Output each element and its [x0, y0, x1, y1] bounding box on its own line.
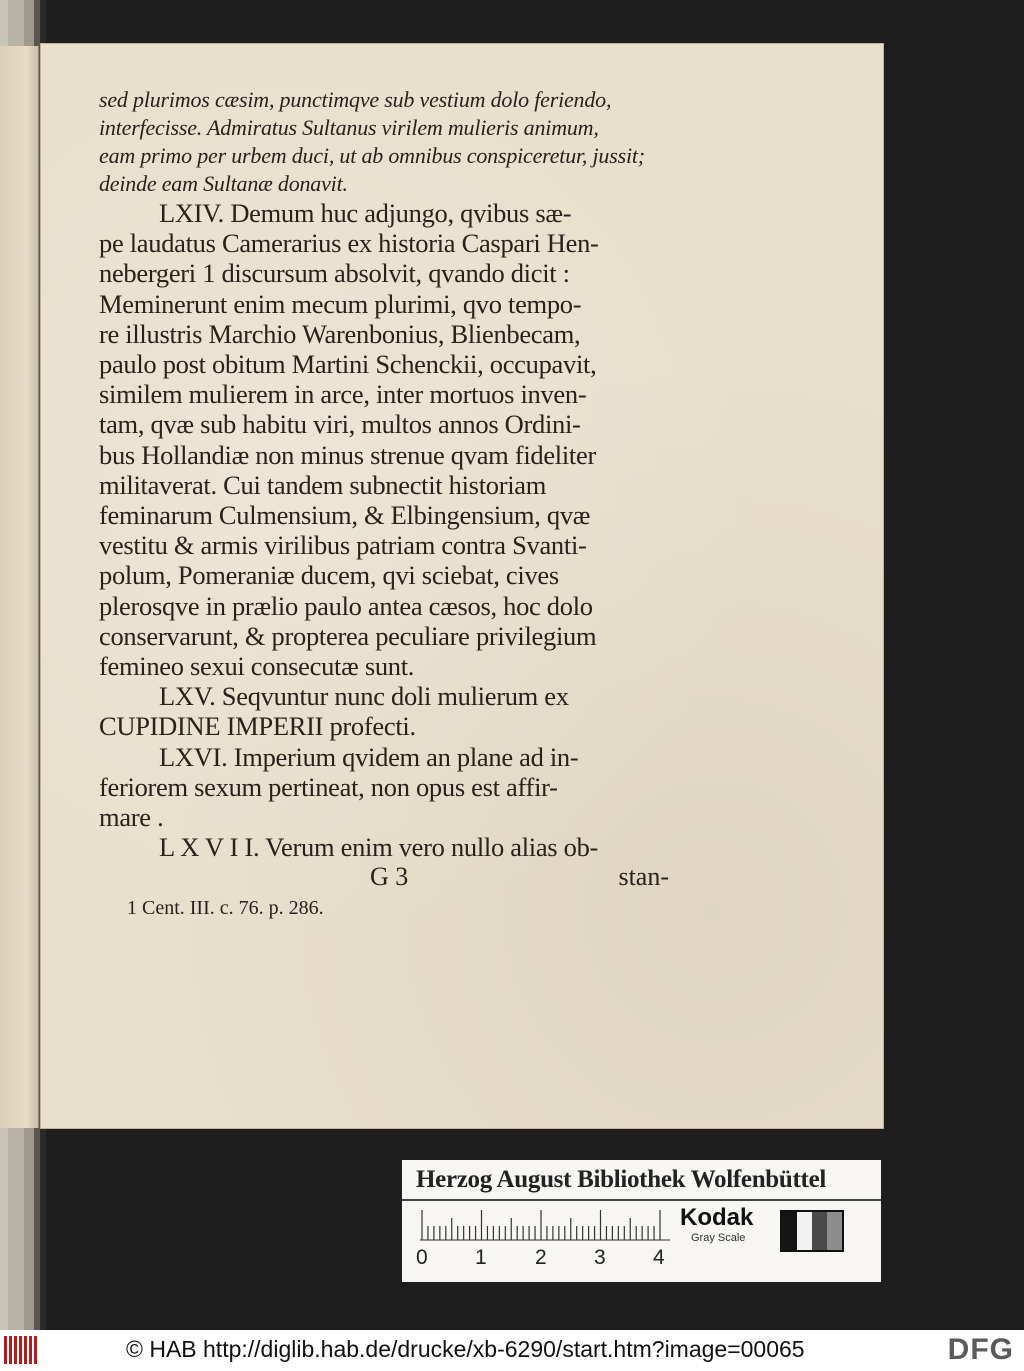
paragraph-line: CUPIDINE IMPERII profecti. — [99, 711, 416, 742]
kodak-logo: Kodak — [680, 1204, 754, 1231]
ruler-number: 2 — [535, 1246, 547, 1269]
barcode-icon — [4, 1336, 42, 1364]
previous-page-edge — [0, 46, 38, 1128]
paragraph-line: similem mulierem in arce, inter mortuos inven- — [99, 379, 587, 410]
swatch-black — [782, 1212, 797, 1250]
ruler-number: 1 — [475, 1246, 487, 1269]
card-divider — [402, 1199, 881, 1201]
gray-scale-label: Gray Scale — [691, 1232, 746, 1244]
signature-line — [99, 862, 669, 892]
ruler-number: 0 — [416, 1246, 428, 1269]
ruler-scale — [420, 1208, 670, 1244]
ruler-numbers — [416, 1246, 676, 1270]
italic-line: eam primo per urbem duci, ut ab omnibus conspiceretur, jussit; — [99, 143, 645, 168]
italic-line: interfecisse. Admiratus Sultanus virilem mulieris animum, — [99, 115, 599, 140]
paragraph-line: feminarum Culmensium, & Elbingensium, qvæ — [99, 500, 591, 531]
page-text — [99, 86, 669, 892]
gray-scale-swatches — [780, 1210, 844, 1252]
paragraph-line: re illustris Marchio Warenbonius, Blienbecam, — [99, 318, 581, 349]
italic-line: sed plurimos cæsim, punctimqve sub vestium dolo feriendo, — [99, 87, 612, 112]
dfg-logo: DFG — [947, 1333, 1014, 1366]
paragraph-line: LXIV. Demum huc adjungo, qvibus sæ- — [159, 198, 572, 228]
paragraph-line: paulo post obitum Martini Schenckii, occupavit, — [99, 349, 597, 380]
swatch-white — [797, 1212, 812, 1250]
paragraph-line: nebergeri 1 discursum absolvit, qvando dicit : — [99, 258, 570, 289]
paragraph-line: pe laudatus Camerarius ex historia Caspari Hen- — [99, 228, 599, 259]
paragraph-line: plerosqve in prælio paulo antea cæsos, hoc dolo — [99, 590, 593, 621]
footnote: 1 Cent. III. c. 76. p. 286. — [127, 897, 324, 919]
library-name: Herzog August Bibliothek Wolfenbüttel — [416, 1166, 827, 1193]
paragraph-line: militaverat. Cui tandem subnectit historiam — [99, 469, 547, 500]
ruler-number: 4 — [653, 1246, 665, 1269]
copyright-url[interactable]: © HAB http://diglib.hab.de/drucke/xb-6290/start.htm?image=00065 — [126, 1336, 805, 1362]
ruler-number: 3 — [594, 1246, 606, 1269]
swatch-mid-gray — [827, 1212, 842, 1250]
gathering-signature: G 3 — [370, 862, 409, 892]
paragraph-line: vestitu & armis virilibus patriam contra Svanti- — [99, 530, 587, 561]
paragraph-line: bus Hollandiæ non minus strenue qvam fideliter — [99, 439, 596, 470]
paragraph-line: LXV. Seqvuntur nunc doli mulierum ex — [159, 681, 569, 712]
italic-line: deinde eam Sultanæ donavit. — [99, 171, 348, 196]
paragraph-line: L X V I I. Verum enim vero nullo alias ob- — [159, 832, 599, 863]
paragraph-line: polum, Pomeraniæ ducem, qvi sciebat, cives — [99, 560, 559, 591]
paragraph-line: femineo sexui consecutæ sunt. — [99, 651, 415, 682]
paragraph-line: feriorem sexum pertineat, non opus est affir- — [99, 771, 558, 802]
catchword: stan- — [618, 862, 669, 892]
swatch-dark-gray — [812, 1212, 827, 1250]
paragraph-line: LXVI. Imperium qvidem an plane ad in- — [159, 741, 579, 772]
paragraph-line: mare . — [99, 802, 164, 833]
paragraph-line: tam, qvæ sub habitu viri, multos annos Ordini- — [99, 409, 581, 440]
color-reference-card — [402, 1160, 881, 1282]
paragraph-line: conservarunt, & propterea peculiare privilegium — [99, 620, 597, 651]
footer-bar — [0, 1330, 1024, 1371]
paragraph-line: Meminerunt enim mecum plurimi, qvo tempo- — [99, 288, 582, 319]
